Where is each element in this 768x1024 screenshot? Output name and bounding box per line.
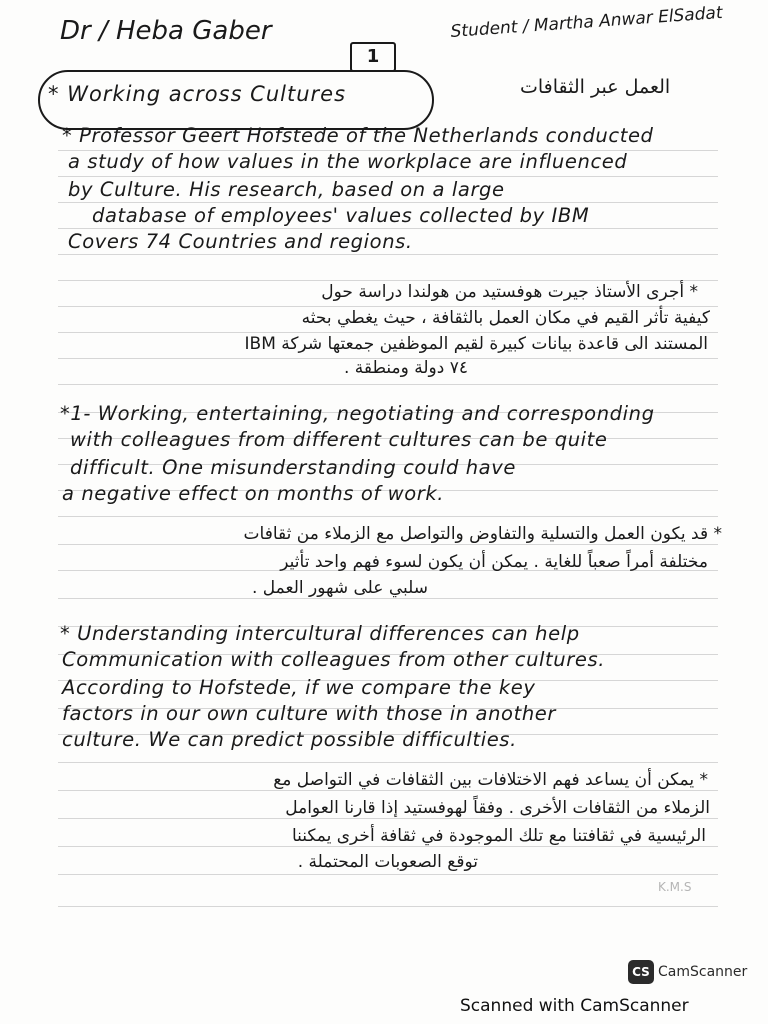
- paragraph-2-line: a negative effect on months of work.: [62, 482, 445, 505]
- ruled-line: [58, 280, 718, 281]
- ruled-line: [58, 202, 718, 203]
- paragraph-2-arabic-line: سلبي على شهور العمل .: [251, 578, 428, 598]
- ruled-line: [58, 332, 718, 333]
- paragraph-1-line: * Professor Geert Hofstede of the Netherlands conducted: [62, 124, 654, 147]
- notebook-footer-mark: K.M.S: [658, 880, 692, 894]
- teacher-name: Dr / Heba Gaber: [60, 16, 272, 46]
- ruled-line: [58, 790, 718, 791]
- camscanner-logo-icon: CS: [628, 960, 654, 984]
- student-name: Student / Martha Anwar ElSadat: [450, 2, 724, 42]
- ruled-line: [58, 846, 718, 847]
- ruled-line: [58, 176, 718, 177]
- paragraph-2-arabic-line: * قد يكون العمل والتسلية والتفاوض والتواصل مع الزملاء من ثقافات: [243, 524, 722, 544]
- ruled-line: [58, 306, 718, 307]
- scanned-caption: Scanned with CamScanner: [460, 996, 689, 1016]
- paragraph-3-line: factors in our own culture with those in another: [62, 702, 557, 725]
- paragraph-1-line: database of employees' values collected by IBM: [92, 204, 590, 227]
- paragraph-1-arabic-line: * أجرى الأستاذ جيرت هوفستيد من هولندا دراسة حول: [321, 282, 698, 302]
- ruled-line: [58, 818, 718, 819]
- ruled-line: [58, 384, 718, 385]
- paragraph-3-arabic-line: توقع الصعوبات المحتملة .: [297, 852, 478, 872]
- ruled-line: [58, 598, 718, 599]
- paragraph-1-line: by Culture. His research, based on a large: [68, 178, 505, 201]
- paragraph-1-line: a study of how values in the workplace are influenced: [68, 150, 628, 173]
- paragraph-3-line: culture. We can predict possible difficulties.: [62, 728, 517, 751]
- paragraph-3-line: * Understanding intercultural differences can help: [60, 622, 580, 645]
- paragraph-3-arabic-line: الرئيسية في ثقافتنا مع تلك الموجودة في ثقافة أخرى يمكننا: [291, 826, 706, 846]
- ruled-line: [58, 906, 718, 907]
- paragraph-1-arabic-line: كيفية تأثر القيم في مكان العمل بالثقافة ، حيث يغطي بحثه: [301, 308, 710, 328]
- ruled-line: [58, 254, 718, 255]
- paragraph-2-arabic-line: مختلفة أمراً صعباً للغاية . يمكن أن يكون لسوء فهم واحد تأثير: [280, 552, 708, 572]
- paragraph-3-arabic-line: * يمكن أن يساعد فهم الاختلافات بين الثقافات في التواصل مع: [273, 770, 708, 790]
- paragraph-3-arabic-line: الزملاء من الثقافات الأخرى . وفقاً لهوفستيد إذا قارنا العوامل: [285, 798, 710, 818]
- ruled-line: [58, 516, 718, 517]
- page-title: * Working across Cultures: [48, 82, 347, 106]
- paragraph-3-line: According to Hofstede, if we compare the key: [62, 676, 536, 699]
- paragraph-2-line: with colleagues from different cultures can be quite: [70, 428, 608, 451]
- ruled-line: [58, 544, 718, 545]
- paragraph-2-line: difficult. One misunderstanding could have: [70, 456, 516, 479]
- paragraph-1-arabic-line: المستند الى قاعدة بيانات كبيرة لقيم الموظفين جمعتها شركة IBM: [244, 334, 708, 354]
- ruled-line: [58, 228, 718, 229]
- paragraph-2-line: *1- Working, entertaining, negotiating and corresponding: [60, 402, 655, 425]
- ruled-line: [58, 762, 718, 763]
- paragraph-1-line: Covers 74 Countries and regions.: [68, 230, 413, 253]
- page-title-arabic: العمل عبر الثقافات: [520, 76, 671, 98]
- paragraph-3-line: Communication with colleagues from other cultures.: [62, 648, 606, 671]
- paragraph-1-arabic-line: ٧٤ دولة ومنطقة .: [343, 358, 468, 378]
- ruled-line: [58, 874, 718, 875]
- camscanner-app-name: CamScanner: [658, 964, 748, 980]
- page-number: 1: [350, 42, 396, 72]
